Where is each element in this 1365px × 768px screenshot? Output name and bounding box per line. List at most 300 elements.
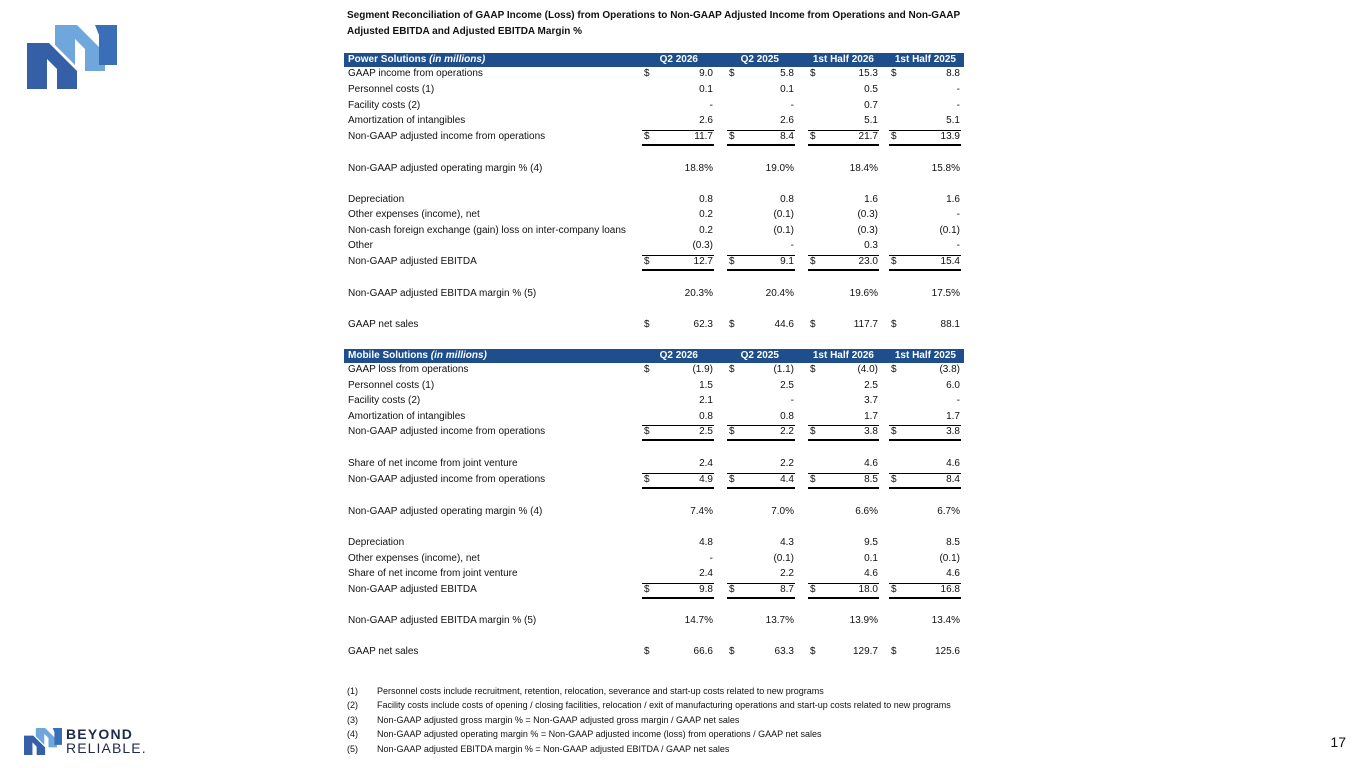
cell-value: 0.2: [699, 224, 713, 236]
table-cell: [808, 363, 879, 379]
table-cell: [889, 67, 961, 83]
table-cell: [727, 83, 795, 99]
cell-value: 4.4: [780, 474, 794, 485]
row-label: Other: [348, 240, 374, 251]
table-cell: [642, 239, 714, 255]
cell-value: 63.3: [774, 645, 794, 657]
footnote-number: (4): [347, 729, 358, 740]
cell-value: 0.3: [864, 240, 878, 251]
row-label: GAAP net sales: [348, 318, 419, 330]
cell-value: 6.7%: [937, 506, 960, 517]
cell-value: 2.4: [699, 568, 713, 579]
cell-value: (0.3): [857, 224, 878, 236]
table-cell: [642, 583, 714, 599]
cell-value: 13.9: [940, 130, 960, 142]
cell-value: 0.5: [864, 84, 878, 95]
table-cell: [642, 567, 714, 583]
table-cell: [642, 379, 714, 395]
table-cell: [808, 287, 879, 303]
table-cell: [808, 536, 879, 552]
table-cell: [808, 208, 879, 224]
currency-symbol: $: [644, 255, 650, 267]
table-row: [344, 224, 964, 240]
column-header: 1st Half 2026: [812, 350, 874, 361]
table-cell: [808, 193, 879, 209]
cell-value: 9.8: [699, 583, 713, 595]
table-cell: [889, 457, 961, 473]
cell-value: 15.4: [940, 255, 960, 267]
table-cell: [727, 473, 795, 489]
footnote-text: Facility costs include costs of opening / closing facilities, relocation / exit of manufacturing operations and start-up costs related to new programs: [377, 700, 951, 711]
cell-value: 9.0: [699, 68, 713, 79]
cell-value: 11.7: [694, 130, 713, 142]
cell-value: 4.6: [864, 568, 878, 579]
table-header-label: Power Solutions (in millions): [348, 54, 486, 65]
cell-value: (3.8): [939, 364, 960, 375]
table-cell: [808, 379, 879, 395]
table-header: [344, 53, 964, 67]
cell-value: 19.6%: [849, 287, 878, 299]
table-row: [344, 130, 964, 146]
row-label: Non-GAAP adjusted EBITDA margin % (5): [348, 614, 537, 626]
footnote-text: Non-GAAP adjusted gross margin % = Non-GAAP adjusted gross margin / GAAP net sales: [377, 714, 740, 725]
cell-value: -: [956, 99, 960, 111]
row-label: GAAP income from operations: [348, 68, 483, 79]
table-cell: [808, 224, 879, 240]
currency-symbol: $: [891, 130, 897, 142]
cell-value: 6.0: [946, 379, 960, 391]
row-label: Non-GAAP adjusted operating margin % (4): [348, 162, 543, 174]
table-cell: [808, 425, 879, 441]
table-cell: [808, 567, 879, 583]
table-cell: [727, 239, 795, 255]
column-header: Q2 2025: [740, 350, 779, 361]
currency-symbol: $: [729, 583, 735, 595]
row-label: Non-GAAP adjusted income from operations: [348, 426, 546, 437]
table-cell: [808, 255, 879, 271]
column-header: 1st Half 2025: [894, 54, 956, 65]
table-cell: [642, 162, 714, 178]
brand-word-reliable: RELIABLE.: [66, 740, 147, 756]
cell-value: -: [956, 395, 960, 406]
currency-symbol: $: [891, 255, 897, 267]
table-cell: [642, 67, 714, 83]
table-cell: [808, 583, 879, 599]
cell-value: 125.6: [934, 645, 960, 657]
table-row: [344, 287, 964, 303]
table-row: [344, 67, 964, 83]
cell-value: -: [956, 84, 960, 95]
footnote-number: (1): [347, 686, 358, 696]
cell-value: 4.6: [946, 568, 960, 579]
table-header: [344, 349, 964, 363]
table-row: [344, 645, 964, 661]
table-cell: [889, 505, 961, 521]
cell-value: 2.2: [780, 568, 794, 579]
currency-symbol: $: [810, 426, 816, 437]
table-row: [344, 318, 964, 334]
row-label: Non-GAAP adjusted EBITDA: [348, 255, 477, 267]
footnote-number: (2): [347, 700, 358, 711]
table-cell: [889, 614, 961, 630]
cell-value: 20.4%: [765, 287, 794, 299]
currency-symbol: $: [729, 68, 735, 79]
cell-value: 8.5: [864, 474, 878, 485]
table-cell: [808, 457, 879, 473]
row-label: GAAP net sales: [348, 645, 419, 657]
table-cell: [727, 287, 795, 303]
currency-symbol: $: [729, 426, 735, 437]
row-label: Non-GAAP adjusted EBITDA margin % (5): [348, 287, 537, 299]
cell-value: 1.6: [864, 193, 878, 205]
currency-symbol: $: [729, 474, 735, 485]
cell-value: -: [956, 209, 960, 220]
cell-value: -: [790, 240, 794, 251]
table-cell: [727, 208, 795, 224]
cell-value: 0.8: [780, 193, 794, 205]
currency-symbol: $: [729, 255, 735, 267]
cell-value: (0.1): [939, 552, 960, 564]
table-cell: [642, 99, 714, 115]
row-label: Share of net income from joint venture: [348, 568, 518, 579]
currency-symbol: $: [810, 318, 816, 330]
table-cell: [727, 99, 795, 115]
cell-value: 4.6: [864, 458, 878, 469]
cell-value: 3.8: [864, 426, 878, 437]
column-header: 1st Half 2026: [812, 54, 874, 65]
table-cell: [808, 114, 879, 130]
table-cell: [808, 162, 879, 178]
table-cell: [642, 193, 714, 209]
currency-symbol: $: [810, 68, 816, 79]
currency-symbol: $: [644, 68, 650, 79]
table-cell: [808, 318, 879, 334]
cell-value: 18.0: [858, 583, 878, 595]
cell-value: 2.5: [699, 426, 713, 437]
brand-word-beyond: BEYOND: [66, 726, 134, 742]
cell-value: 2.6: [699, 115, 713, 126]
table-cell: [727, 645, 795, 661]
table-cell: [889, 208, 961, 224]
table-cell: [727, 114, 795, 130]
cell-value: -: [709, 99, 713, 111]
cell-value: 18.4%: [849, 162, 878, 174]
company-logo: [27, 25, 117, 89]
mobile-solutions-table: [344, 349, 964, 661]
table-cell: [889, 193, 961, 209]
cell-value: 0.8: [699, 410, 713, 422]
cell-value: 13.7%: [765, 614, 794, 626]
currency-symbol: $: [644, 318, 650, 330]
cell-value: -: [956, 240, 960, 251]
cell-value: 0.8: [780, 410, 794, 422]
column-header: Q2 2026: [659, 350, 698, 361]
currency-symbol: $: [644, 130, 650, 142]
table-cell: [808, 505, 879, 521]
column-header: Q2 2026: [659, 54, 698, 65]
table-cell: [727, 583, 795, 599]
cell-value: 1.7: [864, 410, 878, 422]
table-row: [344, 239, 964, 255]
table-row: [344, 567, 964, 583]
cell-value: 2.6: [780, 115, 794, 126]
table-cell: [727, 394, 795, 410]
table-cell: [642, 255, 714, 271]
row-label: Depreciation: [348, 193, 405, 205]
table-cell: [727, 162, 795, 178]
cell-value: 2.2: [780, 458, 794, 469]
currency-symbol: $: [891, 583, 897, 595]
cell-value: -: [709, 552, 713, 564]
row-label: Facility costs (2): [348, 395, 421, 406]
table-cell: [808, 239, 879, 255]
footnote-number: (5): [347, 743, 358, 754]
footnote-number: (3): [347, 714, 358, 725]
cell-value: 129.7: [852, 645, 878, 657]
cell-value: (0.3): [692, 240, 713, 251]
table-cell: [642, 552, 714, 568]
currency-symbol: $: [810, 255, 816, 267]
cell-value: 7.0%: [771, 506, 794, 517]
table-cell: [727, 224, 795, 240]
table-row: [344, 162, 964, 178]
table-row: [344, 208, 964, 224]
cell-value: 0.8: [699, 193, 713, 205]
cell-value: (1.9): [692, 364, 713, 375]
cell-value: 117.7: [853, 318, 878, 330]
table-cell: [642, 536, 714, 552]
cell-value: 2.5: [864, 379, 878, 391]
table-cell: [727, 130, 795, 146]
table-cell: [642, 614, 714, 630]
cell-value: 18.8%: [684, 162, 713, 174]
currency-symbol: $: [729, 364, 735, 375]
table-cell: [889, 83, 961, 99]
cell-value: 17.5%: [931, 287, 960, 299]
company-mark-icon: [24, 727, 62, 756]
table-row: [344, 363, 964, 379]
table-cell: [642, 114, 714, 130]
table-cell: [642, 425, 714, 441]
cell-value: (0.1): [773, 224, 794, 236]
table-cell: [808, 83, 879, 99]
table-cell: [889, 645, 961, 661]
currency-symbol: $: [891, 318, 897, 330]
table-cell: [727, 425, 795, 441]
table-row: [344, 379, 964, 395]
row-label: Facility costs (2): [348, 99, 421, 111]
table-cell: [889, 114, 961, 130]
table-cell: [889, 99, 961, 115]
currency-symbol: $: [644, 364, 650, 375]
cell-value: 4.9: [699, 474, 713, 485]
power-solutions-table: [344, 53, 964, 334]
row-label: Amortization of intangibles: [348, 115, 466, 126]
table-cell: [808, 130, 879, 146]
cell-value: -: [790, 99, 794, 111]
currency-symbol: $: [644, 474, 650, 485]
currency-symbol: $: [644, 426, 650, 437]
currency-symbol: $: [810, 474, 816, 485]
table-row: [344, 583, 964, 599]
currency-symbol: $: [810, 130, 816, 142]
row-label: Other expenses (income), net: [348, 209, 480, 220]
row-label: GAAP loss from operations: [348, 364, 469, 375]
row-label: Non-GAAP adjusted income from operations: [348, 130, 546, 142]
table-cell: [889, 130, 961, 146]
cell-value: 19.0%: [765, 162, 794, 174]
cell-value: 9.1: [780, 255, 794, 267]
cell-value: 3.8: [946, 426, 960, 437]
table-cell: [727, 318, 795, 334]
table-cell: [642, 83, 714, 99]
table-cell: [889, 162, 961, 178]
table-cell: [642, 224, 714, 240]
table-cell: [889, 394, 961, 410]
table-cell: [808, 473, 879, 489]
table-cell: [727, 255, 795, 271]
table-cell: [642, 208, 714, 224]
table-row: [344, 536, 964, 552]
cell-value: 6.6%: [855, 506, 878, 517]
cell-value: 2.2: [780, 426, 794, 437]
cell-value: 7.4%: [690, 506, 713, 517]
footnote-text: Non-GAAP adjusted EBITDA margin % = Non-GAAP adjusted EBITDA / GAAP net sales: [377, 743, 730, 754]
cell-value: 8.4: [946, 474, 960, 485]
table-cell: [808, 394, 879, 410]
row-label: Share of net income from joint venture: [348, 458, 518, 469]
cell-value: (0.1): [773, 209, 794, 220]
table-cell: [889, 318, 961, 334]
table-cell: [727, 363, 795, 379]
cell-value: (0.1): [939, 224, 960, 236]
table-row: [344, 193, 964, 209]
currency-symbol: $: [891, 426, 897, 437]
table-row: [344, 410, 964, 426]
cell-value: 8.7: [780, 583, 794, 595]
cell-value: (4.0): [857, 364, 878, 375]
row-label: Non-GAAP adjusted income from operations: [348, 474, 546, 485]
cell-value: 0.1: [780, 84, 794, 95]
table-cell: [889, 287, 961, 303]
table-cell: [642, 287, 714, 303]
row-label: Other expenses (income), net: [348, 552, 480, 564]
cell-value: 88.1: [940, 318, 960, 330]
currency-symbol: $: [891, 474, 897, 485]
table-cell: [642, 130, 714, 146]
currency-symbol: $: [810, 583, 816, 595]
table-cell: [808, 614, 879, 630]
table-cell: [727, 614, 795, 630]
table-cell: [889, 379, 961, 395]
currency-symbol: $: [729, 318, 735, 330]
table-cell: [727, 410, 795, 426]
column-header: 1st Half 2025: [894, 350, 956, 361]
table-row: [344, 552, 964, 568]
cell-value: 16.8: [940, 583, 960, 595]
table-row: [344, 457, 964, 473]
table-cell: [642, 410, 714, 426]
table-cell: [642, 473, 714, 489]
footnote-text: Non-GAAP adjusted operating margin % = Non-GAAP adjusted income (loss) from operations / GAAP net sales: [377, 729, 822, 740]
table-cell: [727, 505, 795, 521]
cell-value: 1.5: [699, 379, 713, 391]
cell-value: 62.3: [693, 318, 713, 330]
table-cell: [889, 567, 961, 583]
table-cell: [889, 552, 961, 568]
cell-value: (0.3): [857, 209, 878, 220]
cell-value: 8.8: [946, 68, 960, 79]
currency-symbol: $: [810, 645, 816, 657]
table-cell: [889, 425, 961, 441]
cell-value: 5.8: [780, 68, 794, 79]
table-cell: [727, 379, 795, 395]
table-cell: [889, 363, 961, 379]
table-row: [344, 425, 964, 441]
column-header: Q2 2025: [740, 54, 779, 65]
table-cell: [642, 363, 714, 379]
cell-value: -: [790, 395, 794, 406]
cell-value: 2.4: [699, 458, 713, 469]
table-cell: [727, 193, 795, 209]
cell-value: 4.6: [946, 458, 960, 469]
table-cell: [889, 410, 961, 426]
cell-value: 21.7: [858, 130, 878, 142]
cell-value: 4.3: [780, 537, 794, 548]
table-row: [344, 83, 964, 99]
table-cell: [889, 224, 961, 240]
table-row: [344, 255, 964, 271]
table-cell: [889, 239, 961, 255]
cell-value: 0.1: [864, 552, 878, 564]
cell-value: 5.1: [864, 115, 878, 126]
cell-value: 1.7: [946, 410, 960, 422]
table-cell: [808, 410, 879, 426]
table-cell: [889, 255, 961, 271]
table-row: [344, 99, 964, 115]
cell-value: 0.1: [699, 84, 713, 95]
table-cell: [808, 645, 879, 661]
cell-value: 23.0: [858, 255, 878, 267]
table-cell: [727, 457, 795, 473]
table-cell: [727, 536, 795, 552]
table-cell: [642, 505, 714, 521]
cell-value: 9.5: [864, 537, 878, 548]
cell-value: 13.4%: [931, 614, 960, 626]
table-cell: [889, 583, 961, 599]
currency-symbol: $: [891, 645, 897, 657]
table-row: [344, 473, 964, 489]
cell-value: 20.3%: [684, 287, 713, 299]
row-label: Amortization of intangibles: [348, 410, 466, 422]
table-header-label: Mobile Solutions (in millions): [348, 350, 487, 361]
cell-value: 0.7: [864, 99, 878, 111]
row-label: Non-cash foreign exchange (gain) loss on inter-company loans: [348, 224, 626, 236]
cell-value: 1.6: [946, 193, 960, 205]
table-cell: [642, 394, 714, 410]
table-cell: [727, 67, 795, 83]
currency-symbol: $: [810, 364, 816, 375]
currency-symbol: $: [891, 68, 897, 79]
cell-value: 3.7: [864, 395, 878, 406]
table-row: [344, 614, 964, 630]
cell-value: 2.5: [780, 379, 794, 391]
cell-value: 8.5: [946, 537, 960, 548]
cell-value: 0.2: [699, 209, 713, 220]
table-row: [344, 394, 964, 410]
cell-value: (1.1): [773, 364, 794, 375]
currency-symbol: $: [644, 645, 650, 657]
